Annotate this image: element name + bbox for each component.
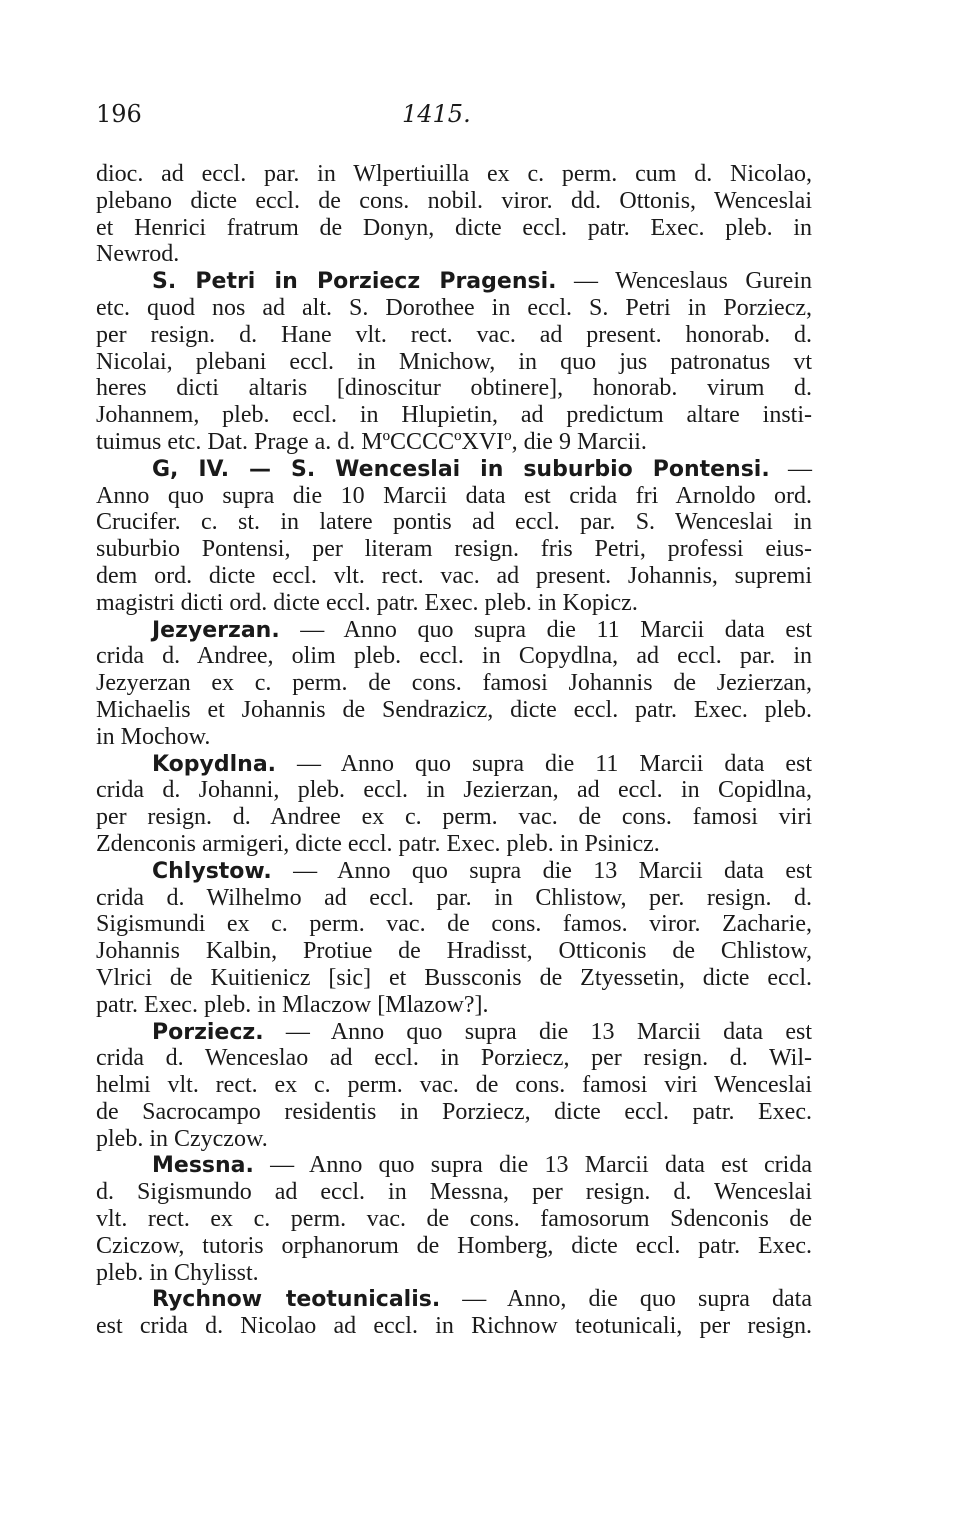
line-text: crida d. Andree, olim pleb. eccl. in Copydlna, ad eccl. par. in	[96, 643, 812, 670]
text-line	[96, 965, 812, 992]
line-text: crida d. Wilhelmo ad eccl. par. in Chlistow, per. resign. d.	[96, 884, 812, 911]
text-line	[96, 804, 812, 831]
line-text: pleb. in Czyczow.	[96, 1125, 268, 1152]
line-text: plebano dicte eccl. de cons. nobil. viror. dd. Ottonis, Wenceslai	[96, 187, 812, 214]
line-text: per resign. d. Andree ex c. perm. vac. de cons. famosi viri	[96, 804, 812, 831]
line-text: Jezyerzan ex c. perm. de cons. famosi Johannis de Jezierzan,	[96, 670, 812, 697]
text-line	[96, 885, 812, 912]
text-line	[96, 509, 812, 536]
line-text: dioc. ad eccl. par. in Wlpertiuilla ex c. perm. cum d. Nicolao,	[96, 161, 812, 187]
line-text: pleb. in Chylisst.	[96, 1259, 259, 1286]
line-text: crida d. Wenceslao ad eccl. in Porziecz, per resign. d. Wil-	[96, 1045, 812, 1072]
line-text: crida d. Johanni, pleb. eccl. in Jezierzan, ad eccl. in Copidlna,	[96, 777, 812, 804]
page-header	[96, 100, 816, 134]
text-line	[96, 1260, 812, 1287]
text-line	[96, 643, 812, 670]
line-text: d. Sigismundo ad eccl. in Messna, per resign. d. Wenceslai	[96, 1179, 812, 1206]
line-text: — Wenceslaus Gurein	[556, 268, 812, 295]
text-line	[96, 1099, 812, 1126]
entry-heading-line	[96, 617, 812, 644]
line-text: per resign. d. Hane vlt. rect. vac. ad present. honorab. d.	[96, 321, 812, 348]
entry-heading-line	[96, 1152, 812, 1179]
text-line	[96, 1126, 812, 1153]
text-line	[96, 1206, 812, 1233]
line-text: Johannem, pleb. eccl. in Hlupietin, ad predictum altare insti-	[96, 402, 812, 429]
text-line	[96, 349, 812, 376]
entry-heading-line	[96, 268, 812, 295]
text-line	[96, 1233, 812, 1260]
line-text: — Anno, die quo supra data	[440, 1286, 812, 1313]
entry-heading: Kopydlna.	[152, 751, 277, 777]
line-text: Johannis Kalbin, Protiue de Hradisst, Otticonis de Chlistow,	[96, 938, 812, 965]
line-text: Cziczow, tutoris orphanorum de Homberg, dicte eccl. patr. Exec.	[96, 1232, 812, 1259]
text-line	[96, 670, 812, 697]
text-line	[96, 295, 812, 322]
line-text: patr. Exec. pleb. in Mlaczow [Mlazow?].	[96, 991, 489, 1018]
line-text: Sigismundi ex c. perm. vac. de cons. famos. viror. Zacharie,	[96, 911, 812, 938]
entry-heading: Rychnow teotunicalis.	[152, 1287, 441, 1313]
entry-heading: Chlystow.	[152, 858, 272, 884]
text-line	[96, 992, 812, 1019]
line-text: et Henrici fratrum de Donyn, dicte eccl. patr. Exec. pleb. in	[96, 214, 812, 241]
line-text: Crucifer. c. st. in latere pontis ad eccl. par. S. Wenceslai in	[96, 509, 812, 536]
entry-heading: G, IV. — S. Wenceslai in suburbio Pontensi.	[152, 456, 770, 482]
body-text	[96, 161, 812, 1340]
line-text: Anno quo supra die 10 Marcii data est crida fri Arnoldo ord.	[96, 482, 812, 509]
text-line	[96, 375, 812, 402]
line-text: magistri dicti ord. dicte eccl. patr. Exec. pleb. in Kopicz.	[96, 589, 638, 616]
line-text: suburbio Pontensi, per literam resign. fris Petri, professi eius-	[96, 536, 812, 563]
text-line	[96, 590, 812, 617]
line-text: tuimus etc. Dat. Prage a. d. MºCCCCºXVIº, die 9 Marcii.	[96, 428, 647, 455]
text-line	[96, 402, 812, 429]
entry-heading: Porziecz.	[152, 1019, 264, 1045]
line-text: — Anno quo supra die 11 Marcii data est	[276, 750, 812, 777]
line-text: helmi vlt. rect. ex c. perm. vac. de cons. famosi viri Wenceslai	[96, 1072, 812, 1099]
text-line	[96, 429, 812, 456]
text-line	[96, 188, 812, 215]
running-year: 1415.	[402, 100, 471, 128]
line-text: est crida d. Nicolao ad eccl. in Richnow teotunicali, per resign.	[96, 1313, 812, 1340]
text-line	[96, 563, 812, 590]
entry-heading-line	[96, 1286, 812, 1313]
entry-heading: Messna.	[152, 1153, 254, 1179]
entry-heading-line	[96, 858, 812, 885]
text-line	[96, 483, 812, 510]
line-text: dem ord. dicte eccl. vlt. rect. vac. ad present. Johannis, supremi	[96, 562, 812, 589]
line-text: —	[769, 455, 812, 482]
line-text: vlt. rect. ex c. perm. vac. de cons. famosorum Sdenconis de	[96, 1206, 812, 1233]
line-text: Vlrici de Kuitienicz [sic] et Bussconis de Ztyessetin, dicte eccl.	[96, 964, 812, 991]
entry-heading: S. Petri in Porziecz Pragensi.	[152, 269, 557, 295]
entry-heading-line	[96, 456, 812, 483]
text-line	[96, 536, 812, 563]
line-text: de Sacrocampo residentis in Porziecz, dicte eccl. patr. Exec.	[96, 1098, 812, 1125]
text-line	[96, 938, 812, 965]
line-text: Michaelis et Johannis de Sendrazicz, dicte eccl. patr. Exec. pleb.	[96, 696, 812, 723]
line-text: Nicolai, plebani eccl. in Mnichow, in quo jus patronatus vt	[96, 348, 812, 375]
text-line	[96, 215, 812, 242]
line-text: etc. quod nos ad alt. S. Dorothee in eccl. S. Petri in Porziecz,	[96, 294, 812, 321]
text-line	[96, 1179, 812, 1206]
text-line	[96, 724, 812, 751]
page-number: 196	[96, 100, 142, 128]
text-line	[96, 697, 812, 724]
text-line	[96, 1313, 812, 1340]
line-text: — Anno quo supra die 13 Marcii data est crida	[253, 1152, 812, 1179]
text-line	[96, 1045, 812, 1072]
line-text: — Anno quo supra die 13 Marcii data est	[263, 1018, 812, 1045]
line-text: Newrod.	[96, 241, 180, 268]
text-line	[96, 161, 812, 188]
text-line	[96, 241, 812, 268]
line-text: Zdenconis armigeri, dicte eccl. patr. Exec. pleb. in Psinicz.	[96, 830, 660, 857]
entry-heading-line	[96, 751, 812, 778]
text-line	[96, 831, 812, 858]
text-line	[96, 322, 812, 349]
line-text: — Anno quo supra die 13 Marcii data est	[271, 857, 812, 884]
text-line	[96, 1072, 812, 1099]
line-text: heres dicti altaris [dinoscitur obtinere], honorab. virum d.	[96, 375, 812, 402]
entry-heading: Jezyerzan.	[152, 617, 280, 643]
text-line	[96, 777, 812, 804]
text-line	[96, 911, 812, 938]
line-text: — Anno quo supra die 11 Marcii data est	[279, 616, 812, 643]
line-text: in Mochow.	[96, 723, 211, 750]
entry-heading-line	[96, 1019, 812, 1046]
